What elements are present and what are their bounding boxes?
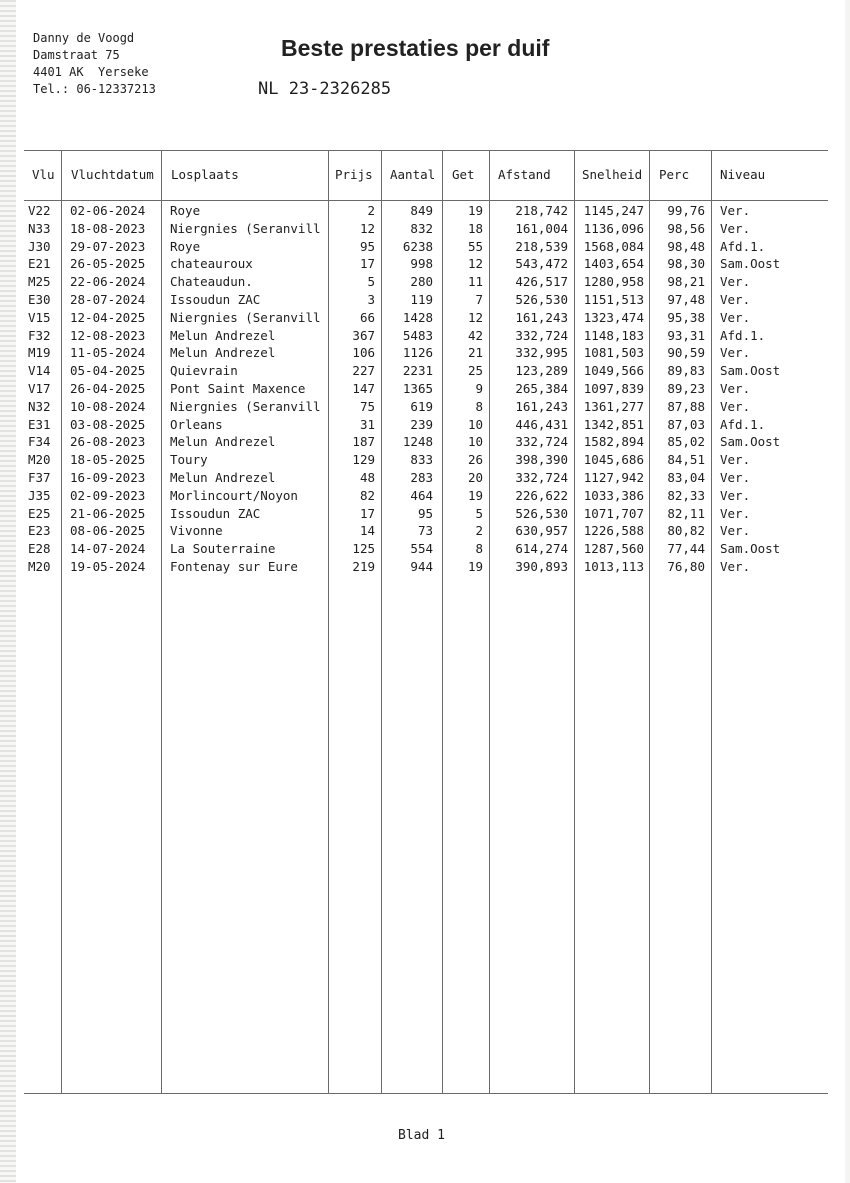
cell-datum: 03-08-2025 — [70, 416, 146, 432]
cell-niveau: Ver. — [720, 487, 751, 503]
cell-afstand: 543,472 — [515, 256, 568, 272]
table-row — [24, 327, 828, 345]
cell-niveau: Ver. — [720, 203, 751, 218]
cell-get: 20 — [467, 470, 483, 485]
sender-address — [33, 30, 156, 98]
cell-get: 12 — [467, 256, 483, 272]
cell-aantal: 5483 — [402, 327, 433, 343]
cell-prijs: 219 — [352, 559, 375, 574]
sender-phone: Tel.: 06-12337213 — [33, 82, 156, 96]
cell-afstand: 398,390 — [515, 452, 568, 468]
cell-losplaats: Orleans — [170, 416, 223, 432]
cell-afstand: 526,530 — [515, 505, 568, 521]
cell-losplaats: chateauroux — [170, 256, 253, 272]
cell-losplaats: Morlincourt/Noyon — [170, 487, 298, 503]
cell-losplaats: Chateaudun. — [170, 274, 253, 290]
cell-aantal: 119 — [410, 292, 433, 307]
cell-afstand: 332,724 — [515, 327, 568, 343]
table-row — [24, 273, 828, 291]
cell-get: 2 — [475, 523, 483, 539]
cell-vlu: M20 — [28, 559, 51, 574]
header-vluchtdatum: Vluchtdatum — [71, 167, 154, 182]
cell-losplaats: Roye — [170, 203, 201, 218]
cell-datum: 28-07-2024 — [70, 292, 146, 307]
cell-perc: 98,30 — [667, 256, 705, 272]
table-row — [24, 362, 828, 380]
cell-get: 26 — [467, 452, 483, 468]
page-number: Blad 1 — [398, 1128, 445, 1143]
document-title: Beste prestaties per duif — [281, 35, 550, 61]
results-table — [24, 150, 828, 1094]
cell-niveau: Afd.1. — [720, 238, 766, 254]
cell-niveau: Afd.1. — [720, 327, 766, 343]
cell-datum: 19-05-2024 — [70, 559, 146, 574]
cell-niveau: Ver. — [720, 345, 751, 361]
cell-vlu: V22 — [28, 203, 51, 218]
cell-perc: 98,48 — [667, 238, 705, 254]
cell-niveau: Ver. — [720, 470, 751, 485]
cell-losplaats: Niergnies (Seranvill — [170, 309, 321, 325]
table-row — [24, 344, 828, 362]
cell-aantal: 998 — [410, 256, 433, 272]
cell-datum: 21-06-2025 — [70, 505, 146, 521]
sender-name: Danny de Voogd — [33, 31, 135, 45]
cell-datum: 08-06-2025 — [70, 523, 146, 539]
cell-afstand: 226,622 — [515, 487, 568, 503]
cell-prijs: 367 — [352, 327, 375, 343]
cell-perc: 95,38 — [667, 309, 705, 325]
cell-vlu: M20 — [28, 452, 51, 468]
cell-niveau: Afd.1. — [720, 416, 766, 432]
cell-aantal: 1428 — [402, 309, 433, 325]
cell-perc: 83,04 — [667, 470, 705, 485]
cell-afstand: 630,957 — [515, 523, 568, 539]
cell-afstand: 526,530 — [515, 292, 568, 307]
cell-prijs: 48 — [359, 470, 375, 485]
table-row — [24, 202, 828, 220]
cell-snelheid: 1045,686 — [583, 452, 644, 468]
cell-aantal: 1126 — [402, 345, 433, 361]
cell-vlu: N32 — [28, 398, 51, 414]
cell-snelheid: 1361,277 — [583, 398, 644, 414]
cell-snelheid: 1127,942 — [583, 470, 644, 485]
cell-vlu: E28 — [28, 541, 51, 557]
cell-datum: 18-05-2025 — [70, 452, 146, 468]
table-row — [24, 398, 828, 416]
cell-prijs: 5 — [367, 274, 375, 290]
cell-vlu: E30 — [28, 292, 51, 307]
table-row — [24, 220, 828, 238]
cell-get: 10 — [467, 416, 483, 432]
header-losplaats: Losplaats — [171, 167, 239, 182]
cell-perc: 84,51 — [667, 452, 705, 468]
cell-snelheid: 1403,654 — [583, 256, 644, 272]
cell-get: 19 — [467, 487, 483, 503]
table-row — [24, 540, 828, 558]
cell-losplaats: Niergnies (Seranvill — [170, 398, 321, 414]
header-bottom-rule — [24, 200, 828, 201]
cell-aantal: 619 — [410, 398, 433, 414]
cell-perc: 98,21 — [667, 274, 705, 290]
cell-niveau: Ver. — [720, 292, 751, 307]
table-row — [24, 522, 828, 540]
cell-niveau: Ver. — [720, 220, 751, 236]
cell-snelheid: 1582,894 — [583, 434, 644, 450]
table-row — [24, 255, 828, 273]
cell-snelheid: 1049,566 — [583, 363, 644, 379]
cell-vlu: E31 — [28, 416, 51, 432]
cell-losplaats: Melun Andrezel — [170, 470, 276, 485]
cell-aantal: 95 — [417, 505, 433, 521]
cell-get: 18 — [467, 220, 483, 236]
cell-afstand: 446,431 — [515, 416, 568, 432]
table-row — [24, 558, 828, 576]
cell-get: 42 — [467, 327, 483, 343]
header-prijs: Prijs — [335, 167, 373, 182]
cell-get: 7 — [475, 292, 483, 307]
cell-datum: 16-09-2023 — [70, 470, 146, 485]
cell-aantal: 944 — [410, 559, 433, 574]
cell-datum: 29-07-2023 — [70, 238, 146, 254]
cell-losplaats: Toury — [170, 452, 208, 468]
cell-perc: 98,56 — [667, 220, 705, 236]
cell-prijs: 187 — [352, 434, 375, 450]
cell-afstand: 123,289 — [515, 363, 568, 379]
cell-datum: 14-07-2024 — [70, 541, 146, 557]
cell-vlu: N33 — [28, 220, 51, 236]
cell-vlu: J35 — [28, 487, 51, 503]
header-perc: Perc — [659, 167, 690, 182]
cell-perc: 82,11 — [667, 505, 705, 521]
table-row — [24, 309, 828, 327]
cell-snelheid: 1136,096 — [583, 220, 644, 236]
cell-get: 21 — [467, 345, 483, 361]
cell-prijs: 125 — [352, 541, 375, 557]
cell-afstand: 614,274 — [515, 541, 568, 557]
cell-niveau: Sam.Oost — [720, 256, 781, 272]
cell-datum: 12-04-2025 — [70, 309, 146, 325]
cell-datum: 02-09-2023 — [70, 487, 146, 503]
cell-get: 8 — [475, 398, 483, 414]
cell-perc: 82,33 — [667, 487, 705, 503]
cell-losplaats: Melun Andrezel — [170, 327, 276, 343]
cell-vlu: V14 — [28, 363, 51, 379]
table-bottom-rule — [24, 1093, 828, 1094]
cell-niveau: Ver. — [720, 381, 751, 396]
cell-aantal: 2231 — [402, 363, 433, 379]
header-snelheid: Snelheid — [582, 167, 643, 182]
table-row — [24, 469, 828, 487]
table-row — [24, 380, 828, 398]
cell-afstand: 218,539 — [515, 238, 568, 254]
cell-niveau: Ver. — [720, 398, 751, 414]
cell-snelheid: 1226,588 — [583, 523, 644, 539]
cell-aantal: 849 — [410, 203, 433, 218]
cell-aantal: 833 — [410, 452, 433, 468]
cell-prijs: 17 — [359, 505, 375, 521]
cell-afstand: 218,742 — [515, 203, 568, 218]
cell-losplaats: Vivonne — [170, 523, 223, 539]
cell-afstand: 161,243 — [515, 309, 568, 325]
cell-losplaats: Quievrain — [170, 363, 238, 379]
cell-perc: 80,82 — [667, 523, 705, 539]
cell-vlu: F37 — [28, 470, 51, 485]
cell-afstand: 332,995 — [515, 345, 568, 361]
cell-datum: 26-08-2023 — [70, 434, 146, 450]
header-aantal: Aantal — [390, 167, 436, 182]
cell-perc: 87,88 — [667, 398, 705, 414]
cell-prijs: 12 — [359, 220, 375, 236]
cell-losplaats: Niergnies (Seranvill — [170, 220, 321, 236]
cell-get: 19 — [467, 559, 483, 574]
cell-perc: 99,76 — [667, 203, 705, 218]
cell-prijs: 227 — [352, 363, 375, 379]
header-vlu: Vlu — [32, 167, 55, 182]
cell-snelheid: 1323,474 — [583, 309, 644, 325]
cell-prijs: 129 — [352, 452, 375, 468]
cell-afstand: 332,724 — [515, 470, 568, 485]
cell-aantal: 1248 — [402, 434, 433, 450]
cell-afstand: 426,517 — [515, 274, 568, 290]
ring-number: NL 23-2326285 — [258, 79, 392, 99]
cell-niveau: Ver. — [720, 452, 751, 468]
cell-vlu: J30 — [28, 238, 51, 254]
cell-datum: 26-04-2025 — [70, 381, 146, 396]
cell-aantal: 1365 — [402, 381, 433, 396]
cell-perc: 76,80 — [667, 559, 705, 574]
cell-datum: 11-05-2024 — [70, 345, 146, 361]
cell-prijs: 17 — [359, 256, 375, 272]
cell-datum: 05-04-2025 — [70, 363, 146, 379]
cell-afstand: 332,724 — [515, 434, 568, 450]
cell-prijs: 147 — [352, 381, 375, 396]
table-top-rule — [24, 150, 828, 151]
cell-get: 8 — [475, 541, 483, 557]
cell-losplaats: Issoudun ZAC — [170, 292, 261, 307]
cell-vlu: V17 — [28, 381, 51, 396]
cell-perc: 93,31 — [667, 327, 705, 343]
cell-prijs: 95 — [359, 238, 375, 254]
cell-losplaats: La Souterraine — [170, 541, 276, 557]
table-row — [24, 487, 828, 505]
cell-aantal: 832 — [410, 220, 433, 236]
cell-losplaats: Pont Saint Maxence — [170, 381, 306, 396]
header-get: Get — [452, 167, 475, 182]
cell-afstand: 161,243 — [515, 398, 568, 414]
cell-get: 25 — [467, 363, 483, 379]
cell-snelheid: 1097,839 — [583, 381, 644, 396]
cell-aantal: 464 — [410, 487, 433, 503]
cell-niveau: Sam.Oost — [720, 363, 781, 379]
table-row — [24, 433, 828, 451]
table-row — [24, 238, 828, 256]
cell-niveau: Sam.Oost — [720, 434, 781, 450]
cell-get: 5 — [475, 505, 483, 521]
cell-niveau: Ver. — [720, 309, 751, 325]
cell-aantal: 6238 — [402, 238, 433, 254]
cell-get: 55 — [467, 238, 483, 254]
cell-prijs: 82 — [359, 487, 375, 503]
cell-snelheid: 1568,084 — [583, 238, 644, 254]
cell-datum: 18-08-2023 — [70, 220, 146, 236]
table-row — [24, 291, 828, 309]
cell-aantal: 239 — [410, 416, 433, 432]
cell-get: 19 — [467, 203, 483, 218]
cell-prijs: 14 — [359, 523, 375, 539]
cell-afstand: 265,384 — [515, 381, 568, 396]
cell-perc: 77,44 — [667, 541, 705, 557]
cell-aantal: 73 — [417, 523, 433, 539]
cell-snelheid: 1148,183 — [583, 327, 644, 343]
cell-perc: 97,48 — [667, 292, 705, 307]
cell-vlu: E25 — [28, 505, 51, 521]
cell-vlu: F32 — [28, 327, 51, 343]
cell-losplaats: Roye — [170, 238, 201, 254]
cell-get: 11 — [467, 274, 483, 290]
binding-edge — [0, 0, 16, 1183]
cell-vlu: V15 — [28, 309, 51, 325]
cell-perc: 89,23 — [667, 381, 705, 396]
cell-losplaats: Issoudun ZAC — [170, 505, 261, 521]
cell-niveau: Ver. — [720, 274, 751, 290]
cell-niveau: Ver. — [720, 523, 751, 539]
cell-vlu: M19 — [28, 345, 51, 361]
table-row — [24, 451, 828, 469]
cell-prijs: 31 — [359, 416, 375, 432]
cell-snelheid: 1151,513 — [583, 292, 644, 307]
cell-datum: 02-06-2024 — [70, 203, 146, 218]
cell-prijs: 2 — [367, 203, 375, 218]
cell-perc: 87,03 — [667, 416, 705, 432]
cell-perc: 85,02 — [667, 434, 705, 450]
cell-datum: 10-08-2024 — [70, 398, 146, 414]
cell-snelheid: 1287,560 — [583, 541, 644, 557]
cell-get: 9 — [475, 381, 483, 396]
cell-afstand: 390,893 — [515, 559, 568, 574]
cell-snelheid: 1081,503 — [583, 345, 644, 361]
sender-street: Damstraat 75 — [33, 48, 120, 62]
cell-perc: 90,59 — [667, 345, 705, 361]
cell-aantal: 554 — [410, 541, 433, 557]
cell-snelheid: 1145,247 — [583, 203, 644, 218]
cell-perc: 89,83 — [667, 363, 705, 379]
cell-prijs: 106 — [352, 345, 375, 361]
cell-losplaats: Fontenay sur Eure — [170, 559, 298, 574]
cell-niveau: Sam.Oost — [720, 541, 781, 557]
table-row — [24, 505, 828, 523]
cell-niveau: Ver. — [720, 559, 751, 574]
cell-datum: 22-06-2024 — [70, 274, 146, 290]
cell-prijs: 66 — [359, 309, 375, 325]
cell-snelheid: 1013,113 — [583, 559, 644, 574]
cell-vlu: M25 — [28, 274, 51, 290]
cell-vlu: F34 — [28, 434, 51, 450]
header-afstand: Afstand — [498, 167, 551, 182]
cell-datum: 12-08-2023 — [70, 327, 146, 343]
cell-losplaats: Melun Andrezel — [170, 434, 276, 450]
cell-get: 10 — [467, 434, 483, 450]
cell-niveau: Ver. — [720, 505, 751, 521]
sender-city: 4401 AK Yerseke — [33, 65, 149, 79]
header-niveau: Niveau — [720, 167, 766, 182]
cell-datum: 26-05-2025 — [70, 256, 146, 272]
cell-afstand: 161,004 — [515, 220, 568, 236]
cell-prijs: 3 — [367, 292, 375, 307]
cell-vlu: E21 — [28, 256, 51, 272]
cell-prijs: 75 — [359, 398, 375, 414]
cell-aantal: 283 — [410, 470, 433, 485]
cell-aantal: 280 — [410, 274, 433, 290]
cell-snelheid: 1280,958 — [583, 274, 644, 290]
cell-get: 12 — [467, 309, 483, 325]
cell-losplaats: Melun Andrezel — [170, 345, 276, 361]
table-row — [24, 416, 828, 434]
cell-snelheid: 1033,386 — [583, 487, 644, 503]
cell-vlu: E23 — [28, 523, 51, 539]
cell-snelheid: 1342,851 — [583, 416, 644, 432]
cell-snelheid: 1071,707 — [583, 505, 644, 521]
